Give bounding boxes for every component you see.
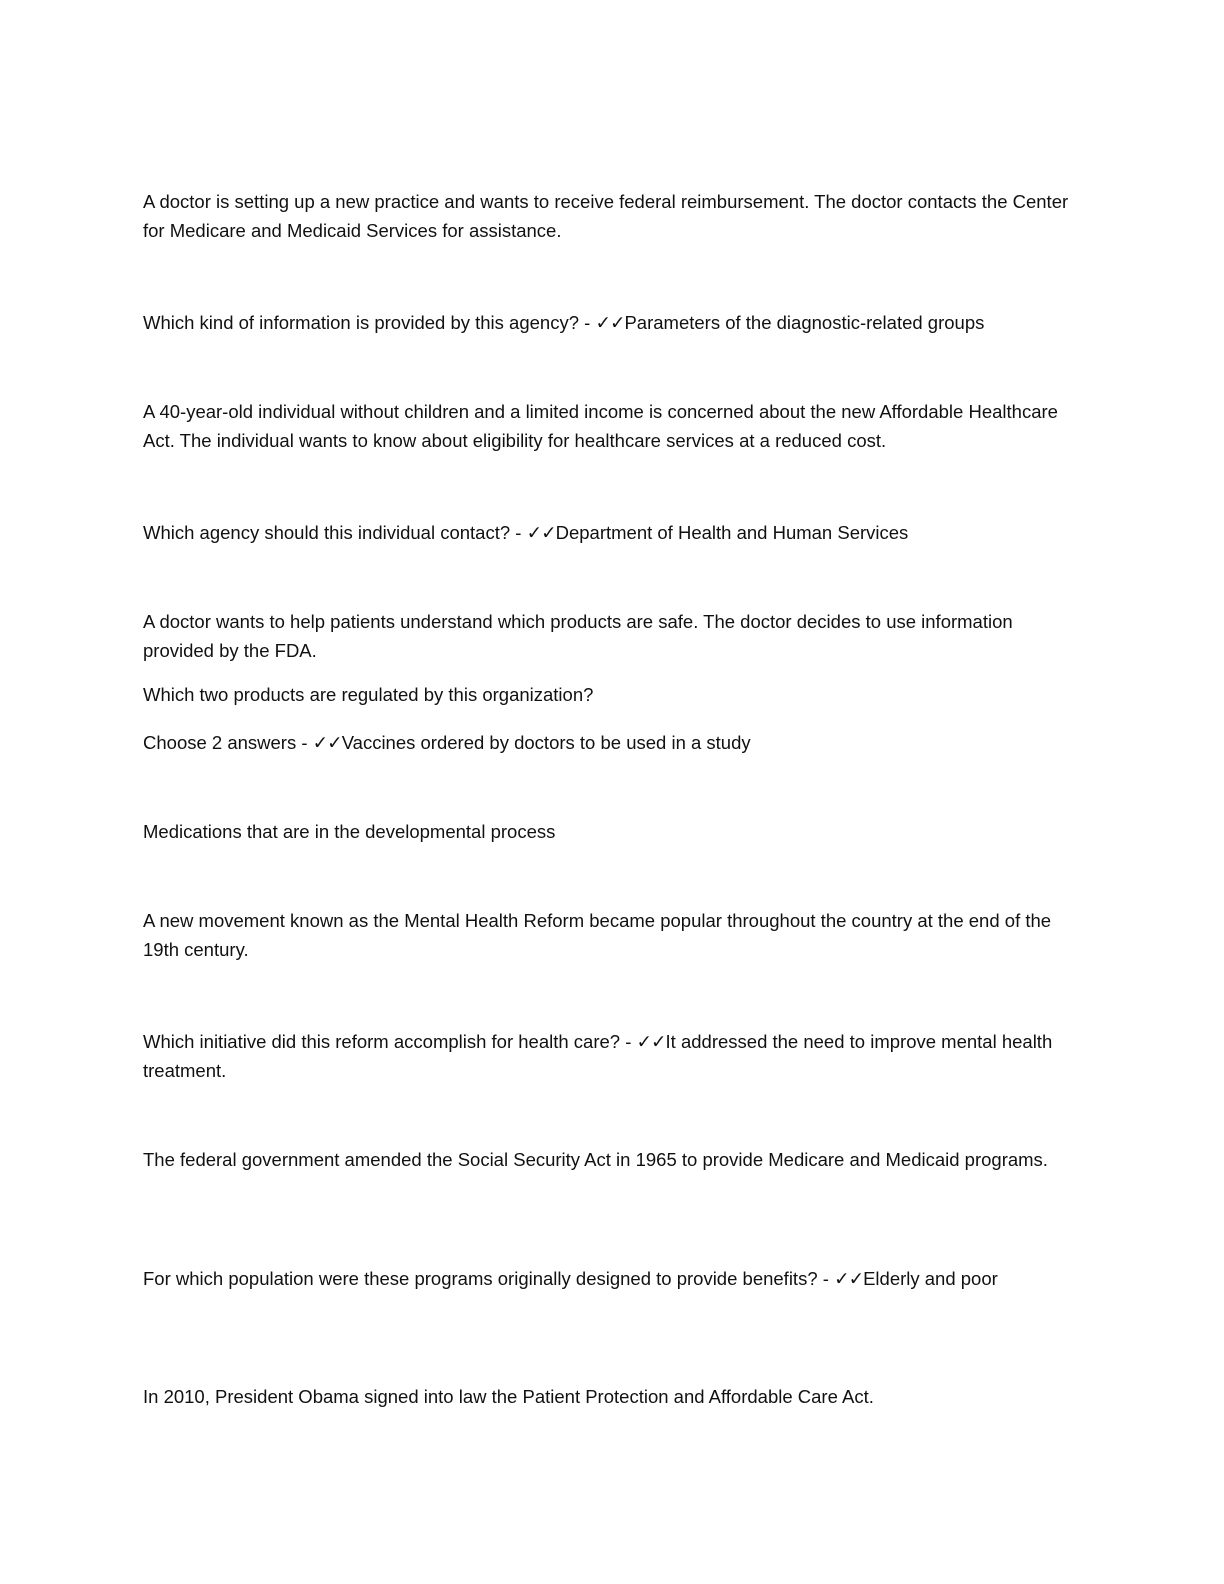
question-text: Choose 2 answers - xyxy=(143,732,313,753)
paragraph-text: A 40-year-old individual without children and a limited income is concerned about the new Affordable Healthcare Act. The individual wants to know about eligibility for healthcare services at a reduced cost. xyxy=(143,401,1058,451)
scenario-paragraph-aca-2010 xyxy=(143,1382,1073,1411)
question-text: Which kind of information is provided by this agency? - xyxy=(143,312,596,333)
question-paragraph-regulated-products xyxy=(143,680,1073,709)
answer-text: Parameters of the diagnostic-related groups xyxy=(624,312,985,333)
paragraph-text: Which two products are regulated by this organization? xyxy=(143,684,594,705)
scenario-paragraph-social-security-act xyxy=(143,1145,1073,1174)
scenario-paragraph-cms xyxy=(143,187,1073,245)
answer-paragraph-medications xyxy=(143,817,1073,846)
paragraph-text: The federal government amended the Social Security Act in 1965 to provide Medicare and Medicaid programs. xyxy=(143,1149,1048,1170)
answer-text: It addressed the need to improve mental health treatment. xyxy=(143,1031,1053,1081)
paragraph-text: A doctor wants to help patients understand which products are safe. The doctor decides to use information provided by the FDA. xyxy=(143,611,1013,661)
question-text: Which initiative did this reform accomplish for health care? - xyxy=(143,1031,637,1052)
answer-text: Department of Health and Human Services xyxy=(555,522,909,543)
scenario-paragraph-fda xyxy=(143,607,1073,665)
question-text: Which agency should this individual contact? - xyxy=(143,522,527,543)
qa-line-population xyxy=(143,1264,1073,1293)
double-check-icon: ✓✓ xyxy=(595,312,625,333)
paragraph-text: A doctor is setting up a new practice and wants to receive federal reimbursement. The doctor contacts the Center for Medicare and Medicaid Services for assistance. xyxy=(143,191,1069,241)
scenario-paragraph-affordable-healthcare xyxy=(143,397,1073,455)
qa-line-choose-two xyxy=(143,728,1073,757)
scenario-paragraph-mental-health-reform xyxy=(143,906,1073,964)
answer-text: Vaccines ordered by doctors to be used in a study xyxy=(341,732,751,753)
double-check-icon: ✓✓ xyxy=(312,732,342,753)
double-check-icon: ✓✓ xyxy=(834,1268,864,1289)
paragraph-text: Medications that are in the developmental process xyxy=(143,821,556,842)
qa-line-information-type xyxy=(143,308,1073,337)
answer-text: Elderly and poor xyxy=(863,1268,998,1289)
paragraph-text: In 2010, President Obama signed into law the Patient Protection and Affordable Care Act. xyxy=(143,1386,874,1407)
double-check-icon: ✓✓ xyxy=(526,522,556,543)
double-check-icon: ✓✓ xyxy=(636,1031,666,1052)
qa-line-agency-contact xyxy=(143,518,1073,547)
qa-line-reform-initiative xyxy=(143,1027,1073,1085)
question-text: For which population were these programs originally designed to provide benefits? - xyxy=(143,1268,835,1289)
paragraph-text: A new movement known as the Mental Health Reform became popular throughout the country at the end of the 19th century. xyxy=(143,910,1052,960)
